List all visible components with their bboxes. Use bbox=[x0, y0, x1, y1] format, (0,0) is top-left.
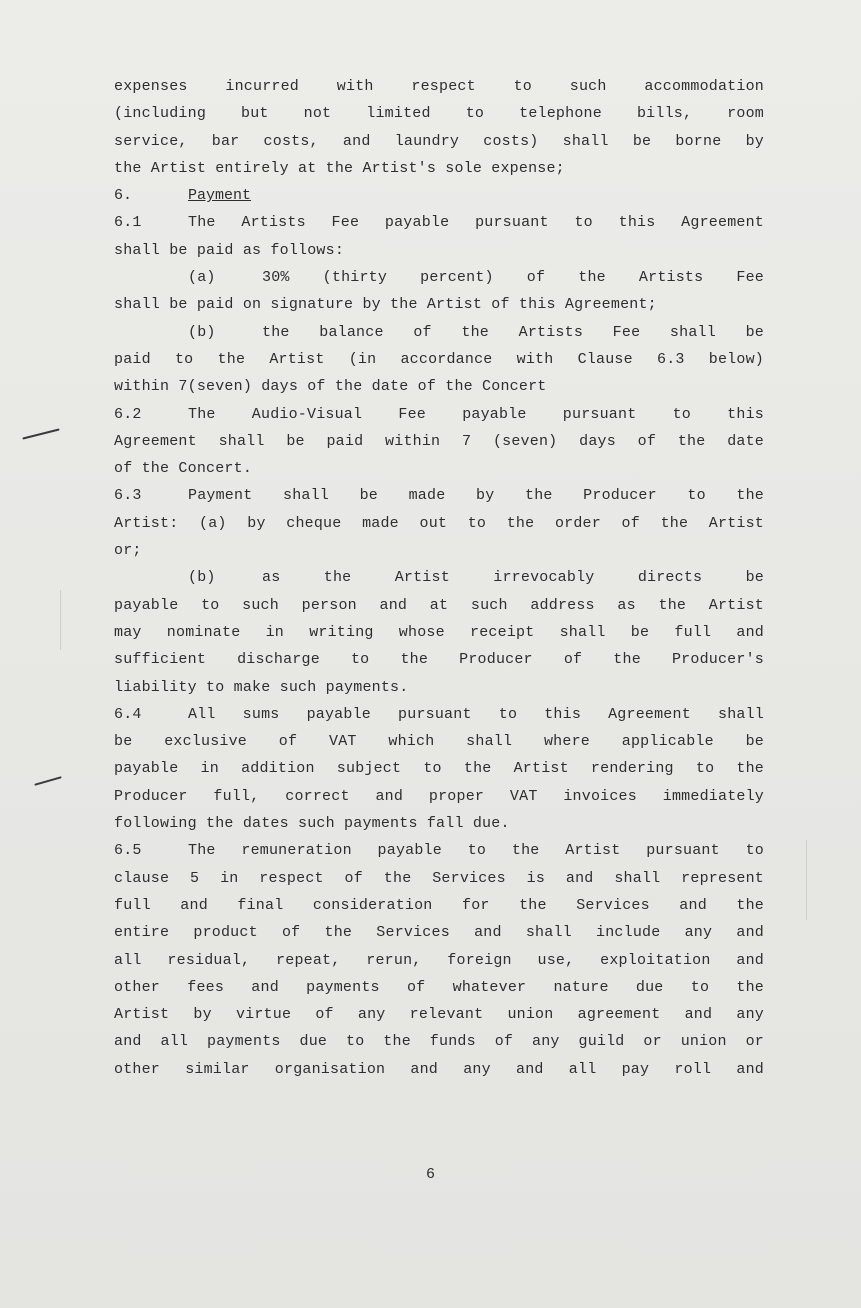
text-line: payable in addition subject to the Artist rendering to the bbox=[114, 760, 764, 778]
sub-clause-text: the balance of the Artists Fee shall be bbox=[262, 323, 764, 341]
text-line: expenses incurred with respect to such accommodation bbox=[114, 78, 764, 95]
clause-number: 6.5 bbox=[114, 842, 142, 860]
clause-6-5 bbox=[114, 837, 764, 1083]
clause-text: The remuneration payable to the Artist pursuant to bbox=[188, 842, 764, 860]
text-line: Producer full, correct and proper VAT invoices immediately bbox=[114, 787, 764, 805]
text-line: be exclusive of VAT which shall where applicable be bbox=[114, 733, 764, 751]
text-line: Artist: (a) by cheque made out to the order of the Artist bbox=[114, 514, 764, 532]
text-line: Agreement shall be paid within 7 (seven) days of the date bbox=[114, 432, 764, 450]
scan-line-right bbox=[806, 840, 807, 920]
text-line: the Artist entirely at the Artist's sole expense; bbox=[114, 159, 565, 177]
text-line: or; bbox=[114, 542, 142, 560]
clause-6-2 bbox=[114, 401, 764, 483]
text-line: and all payments due to the funds of any guild or union or bbox=[114, 1033, 764, 1051]
sub-clause-text: 30% (thirty percent) of the Artists Fee bbox=[262, 269, 764, 287]
clause-first-line bbox=[114, 701, 764, 728]
text-line: may nominate in writing whose receipt shall be full and bbox=[114, 623, 764, 641]
text-line: shall be paid as follows: bbox=[114, 241, 345, 259]
text-line: shall be paid on signature by the Artist of this Agreement; bbox=[114, 296, 657, 314]
document-body bbox=[114, 73, 764, 1083]
section-heading bbox=[114, 182, 764, 209]
text-line: following the dates such payments fall due. bbox=[114, 815, 510, 833]
clause-text: Payment shall be made by the Producer to the bbox=[188, 487, 764, 505]
sub-clause-first-line bbox=[114, 264, 764, 291]
clause-6-4 bbox=[114, 701, 764, 837]
text-line: liability to make such payments. bbox=[114, 678, 409, 696]
clause-first-line bbox=[114, 401, 764, 428]
text-line: Artist by virtue of any relevant union agreement and any bbox=[114, 1006, 764, 1024]
continuation-paragraph bbox=[114, 73, 764, 182]
clause-first-line bbox=[114, 837, 764, 864]
page-number: 6 bbox=[425, 1166, 435, 1183]
text-line: other fees and payments of whatever nature due to the bbox=[114, 978, 764, 996]
text-line: other similar organisation and any and all pay roll and bbox=[114, 1060, 764, 1078]
clause-number: 6.1 bbox=[114, 214, 142, 232]
sub-clause-first-line bbox=[114, 319, 764, 346]
margin-mark-upper bbox=[22, 428, 59, 439]
text-line: entire product of the Services and shall include any and bbox=[114, 924, 764, 942]
text-line: within 7(seven) days of the date of the Concert bbox=[114, 378, 547, 396]
text-line: (including but not limited to telephone bills, room bbox=[114, 105, 764, 123]
clause-number: 6.2 bbox=[114, 405, 142, 423]
clause-number: 6.4 bbox=[114, 705, 142, 723]
text-line: of the Concert. bbox=[114, 460, 253, 478]
scan-line-left bbox=[60, 590, 61, 650]
text-line: clause 5 in respect of the Services is and shall represent bbox=[114, 869, 764, 887]
sub-clause-text: as the Artist irrevocably directs be bbox=[262, 569, 764, 587]
text-line: all residual, repeat, rerun, foreign use, exploitation and bbox=[114, 951, 764, 969]
sub-clause-label: (b) bbox=[188, 569, 216, 587]
sub-clause-label: (a) bbox=[188, 269, 216, 287]
clause-text: The Audio-Visual Fee payable pursuant to this bbox=[188, 405, 764, 423]
clause-number: 6.3 bbox=[114, 487, 142, 505]
text-line: paid to the Artist (in accordance with Clause 6.3 below) bbox=[114, 350, 764, 368]
text-line: service, bar costs, and laundry costs) shall be borne by bbox=[114, 132, 764, 150]
clause-6-1 bbox=[114, 209, 764, 400]
margin-mark-lower bbox=[34, 776, 61, 786]
clause-first-line bbox=[114, 209, 764, 236]
clause-6-3 bbox=[114, 482, 764, 700]
text-line: sufficient discharge to the Producer of the Producer's bbox=[114, 651, 764, 669]
clause-text: All sums payable pursuant to this Agreement shall bbox=[188, 705, 764, 723]
text-line: payable to such person and at such address as the Artist bbox=[114, 596, 764, 614]
clause-first-line bbox=[114, 482, 764, 509]
section-title: Payment bbox=[188, 187, 252, 205]
text-line: full and final consideration for the Services and the bbox=[114, 896, 764, 914]
section-number: 6. bbox=[114, 187, 133, 205]
sub-clause-first-line bbox=[114, 564, 764, 591]
sub-clause-label: (b) bbox=[188, 323, 216, 341]
clause-text: The Artists Fee payable pursuant to this Agreement bbox=[188, 214, 764, 232]
